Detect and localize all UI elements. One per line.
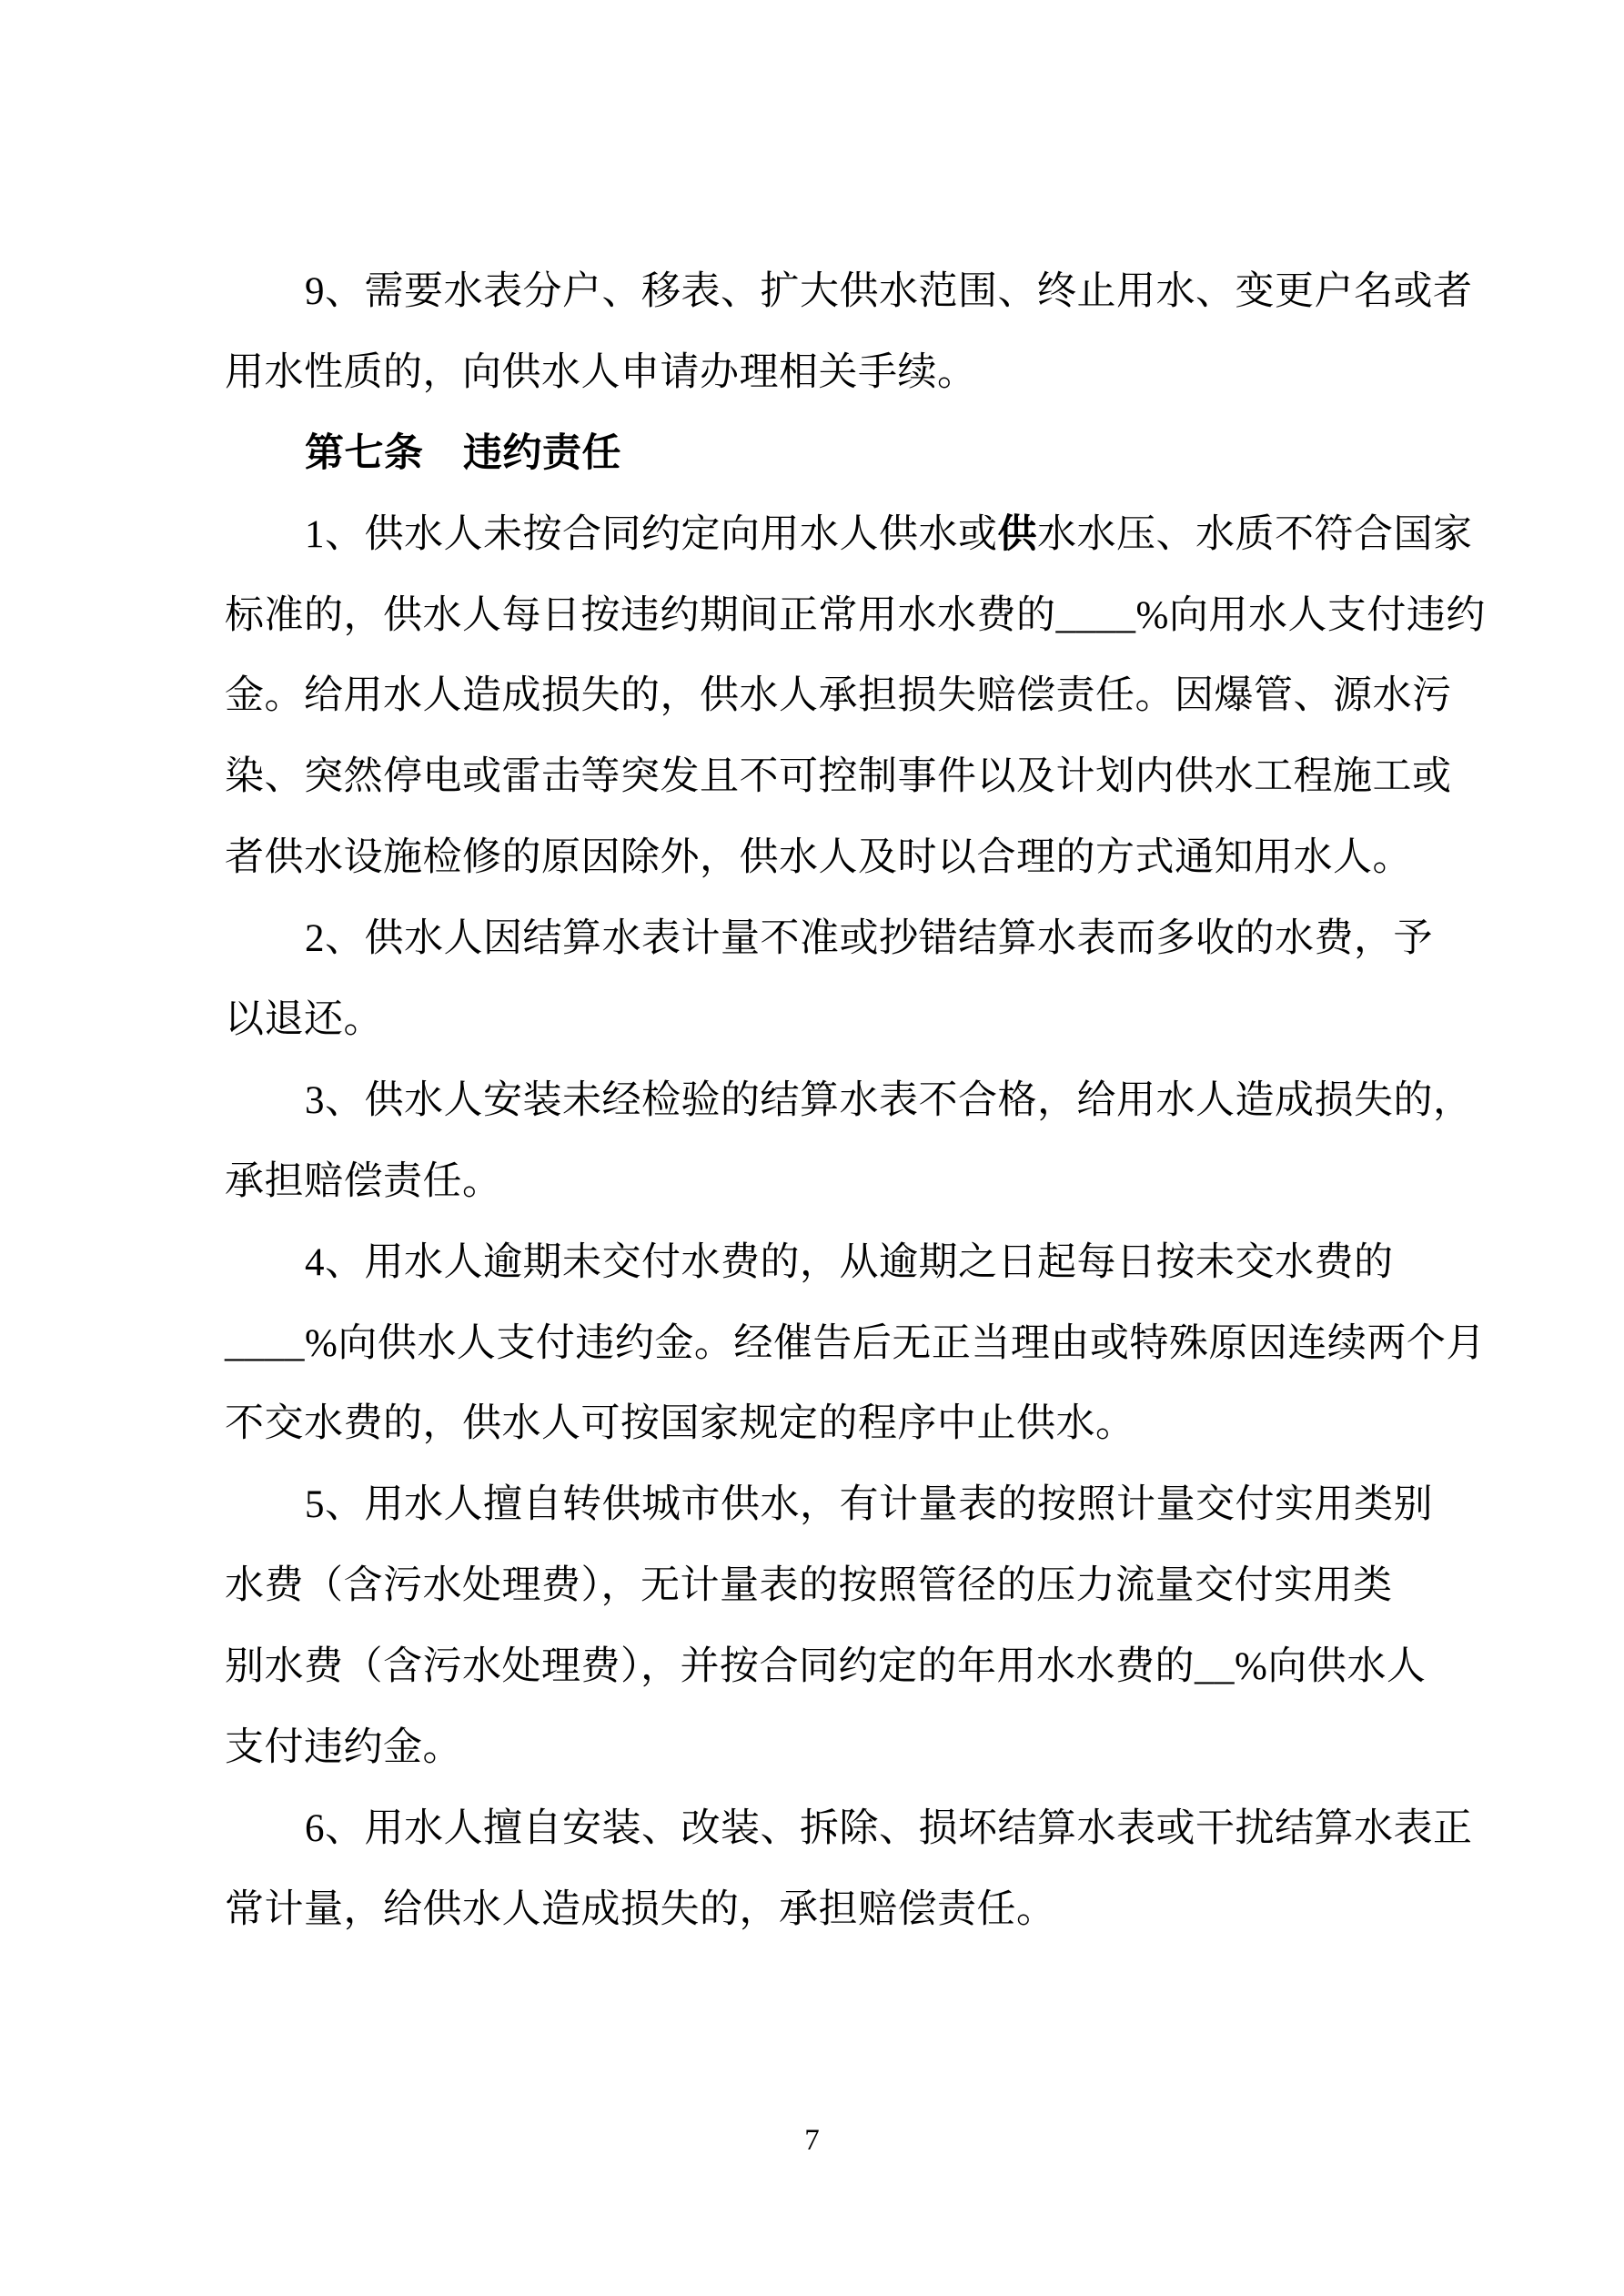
document-body — [225, 252, 1517, 1951]
text-run: 1、供水人未按合同约定向用水人供水或 — [305, 512, 998, 556]
text-line: 标准的，供水人每日按违约期间正常用水水费的____%向用水人支付违约 — [225, 593, 1486, 637]
text-line: 常计量，给供水人造成损失的，承担赔偿责任。 — [225, 1887, 1056, 1931]
text-line: 6、用水人擅自安装、改装、拆除、损坏结算水表或干扰结算水表正 — [305, 1806, 1473, 1850]
section-heading: 第七条 违约责任 — [305, 431, 621, 475]
text-line: 染、突然停电或雷击等突发且不可控制事件以及计划内供水工程施工或 — [225, 755, 1452, 799]
text-line: 支付违约金。 — [225, 1726, 462, 1770]
text-line: 者供水设施检修的原因除外，供水人及时以合理的方式通知用水人。 — [225, 836, 1412, 880]
text-line: 2、供水人因结算水表计量不准或抄错结算水表而多收的水费，予 — [305, 917, 1433, 961]
page-number: 7 — [804, 2124, 820, 2157]
text-run-bold: 供 — [997, 512, 1037, 556]
text-line: 用水性质的，向供水人申请办理相关手续。 — [225, 350, 977, 394]
text-line: 4、用水人逾期未交付水费的，从逾期之日起每日按未交水费的 — [305, 1240, 1394, 1284]
text-line: 以退还。 — [225, 998, 383, 1042]
text-line: 3、供水人安装未经检验的结算水表不合格，给用水人造成损失的， — [305, 1078, 1473, 1122]
text-line: 金。给用水人造成损失的，供水人承担损失赔偿责任。因爆管、源水污 — [225, 674, 1452, 718]
text-line: 9、需要水表分户、移表、扩大供水范围、终止用水、变更户名或者 — [305, 270, 1473, 313]
text-line — [225, 495, 1517, 576]
text-line: 水费（含污水处理费），无计量表的按照管径的压力流量交付实用类 — [225, 1564, 1393, 1608]
text-line: ____%向供水人支付违约金。经催告后无正当理由或特殊原因连续两个月 — [225, 1321, 1486, 1365]
text-line: 5、用水人擅自转供城市供水，有计量表的按照计量交付实用类别 — [305, 1483, 1433, 1527]
text-line: 不交水费的，供水人可按国家规定的程序中止供水。 — [225, 1402, 1135, 1446]
text-line: 别水费（含污水处理费），并按合同约定的年用水水费的__%向供水人 — [225, 1645, 1427, 1689]
text-run: 水水压、水质不符合国家 — [1037, 512, 1473, 556]
text-line: 承担赔偿责任。 — [225, 1159, 502, 1203]
